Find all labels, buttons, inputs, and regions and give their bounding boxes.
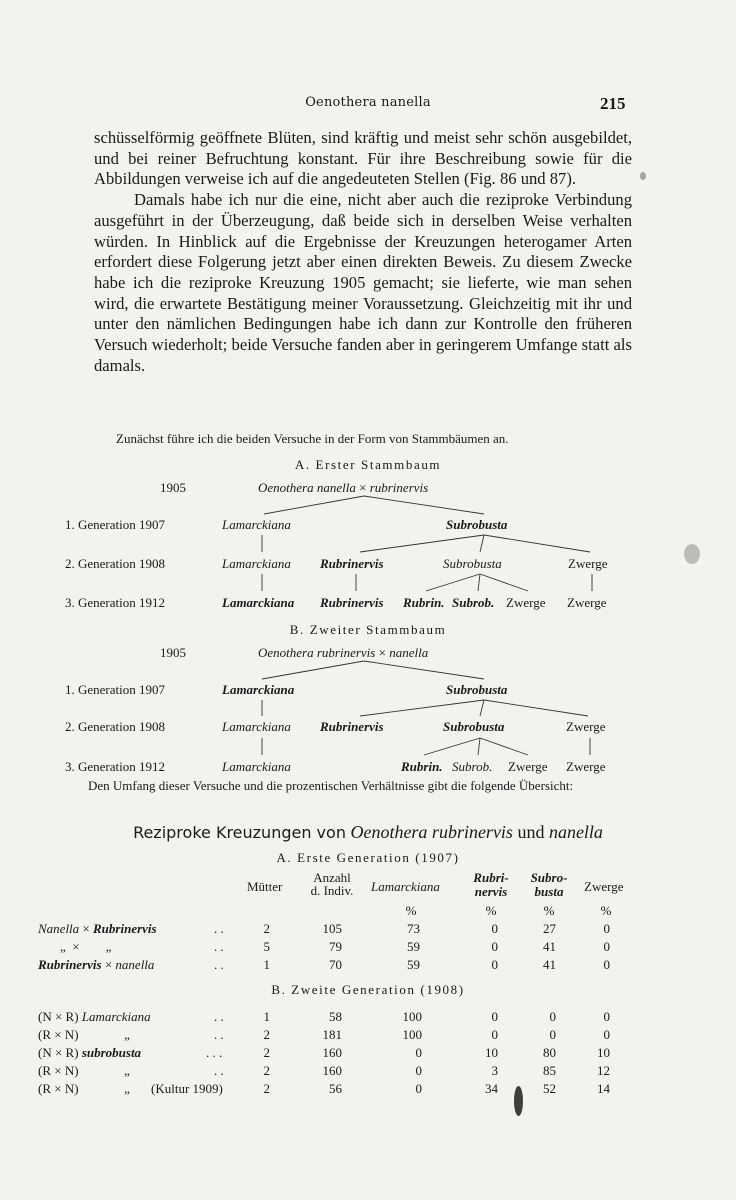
pedigree-b-g1-lamarckiana: Lamarckiana: [222, 682, 295, 697]
pedigree-b-title: B. Zweiter Stammbaum: [289, 622, 447, 637]
pedigree-b-g3-zwerge-1: Zwerge: [508, 759, 548, 774]
col-subrobusta: Subro- busta: [530, 870, 568, 899]
pedigree-b-g2-zwerge: Zwerge: [566, 719, 606, 734]
col-anzahl: Anzahl d. Indiv.: [310, 870, 354, 898]
pedigree-a-gen2-label: 2. Generation 1908: [65, 556, 166, 571]
col-muetter: Mütter: [247, 879, 283, 894]
pedigree-b-year: 1905: [160, 645, 186, 660]
pedigree-a-g3-zwerge-2: Zwerge: [567, 595, 607, 610]
pedigree-a-g3-rubrinervis: Rubrinervis: [320, 595, 384, 610]
paragraph-2: Damals habe ich nur die eine, nicht aber auch die reziproke Verbindung ausgeführt in der Überzeugung, daß beide sich in derselben Weise verhalten würden. In Hinblick auf die Ergebnisse der Kreuzungen heterogamer Arten erfordert diese Folgerung jetzt aber einen direkten Beweis. Zu diesem Zwecke habe ich die reziproke Kreuzung 1905 gemacht; sie lieferte, wie man sehen wird, die erwartete Bestätigung meiner Voraussetzung. Gleichzeitig mit ihr und unter den nämlichen Bedingungen habe ich dann zur Kontrolle den früheren Versuch wiederholt; beide Versuche fanden aber in geringerem Umfange statt als damals.: [94, 190, 632, 375]
pct-subrobusta: %: [543, 903, 555, 918]
book-page: Oenothera nanella 215 schüsselförmig geöffnete Blüten, sind kräftig und meist sehr schön ausgebildet, und bei reiner Befruchtung konstant. Für ihre Beschreibung sowie für die Abbildungen verweise ich auf die angedeuteten Stellen (Fig. 86 und 87). Damals habe ich nur die eine, nicht aber auch die reziproke Verbindung ausgeführt in der Überzeugung, daß beide sich in derselben Weise verhalten würden. In Hinblick auf die Ergebnisse der Kreuzungen heterogamer Arten erfordert diese Folgerung jetzt aber einen direkten Beweis. Zu diesem Zwecke habe ich die reziproke Kreuzung 1905 gemacht; sie lieferte, wie man sehen wird, die erwartete Bestätigung meiner Voraussetzung. Gleichzeitig mit ihr und unter den nämlichen Bedingungen habe ich dann zur Kontrolle den früheren Versuch wiederholt; beide Versuche fanden aber in geringerem Umfange statt als damals. Zunächst führe ich die beiden Versuche in der Form von Stammbäumen an. A. Erster Stammbaum 1905 Oenothera nanella × rubrinervis 1. Generation 1907 Lamarckiana Subrobusta 2. Generation 1908 Lamarckiana Rubrinervis Subrobusta Zwerge 3. Generation 1912 Lamarckiana Rubrinervis Rubrin. Subrob. Zwerge Zwerge B. Zweiter Stammbaum 1905 Oenothera rubrinervis × nanella 1. Generation 1907 Lamarckiana Subrobusta 2. Generation 1908 Lamarckiana Rubrinervis Subrobusta Zwerge 3. Generation 1912 Lamarckiana Rubrin. Subrob. Zwerge Zwerge Den Umfang dieser Versuche und die prozentischen Verhältnisse gibt die folgende Übersicht: Reziproke Kreuzungen von Oenothera rubrinervis und nanella A. Erste Generation (1907) Mütter Anzahl d. Indiv. Lamarckiana Rubri- nervis Subro- busta Zwerge % % % % Nanella × Rubrinervis . . 2 105 73 0 27 0 „ × „ . . 5 79 59 0 41 0 Rubrinervis × nanella . . 1 70 59 0 41 0 B. Zweite Generation (1908) (N × R) Lamarckiana . . 1 58 100 0 0 0 (R × N) „ . . 2 181 100 0 0 0 (N × R) subrobusta . . . 2 160 0 10 80 10 (R × N) „ . . 2 160 0 3 85 12 (R × N) „ (Kultur 1909) 2 56 0 34 52 14: [0, 0, 736, 1200]
pct-rubrinervis: %: [485, 903, 497, 918]
pedigree-b-cross: Oenothera rubrinervis × nanella: [258, 645, 429, 660]
pedigree-b-gen2-label: 2. Generation 1908: [65, 719, 166, 734]
pedigree-a-cross: Oenothera nanella × rubrinervis: [258, 480, 429, 495]
pedigree-a-g3-zwerge-1: Zwerge: [506, 595, 546, 610]
pedigree-b-g3-zwerge-2: Zwerge: [566, 759, 606, 774]
pedigree-a-g3-lamarckiana: Lamarckiana: [222, 595, 295, 610]
pedigree-a-g2-subrobusta: Subrobusta: [443, 556, 502, 571]
pedigree-b-g2-lamarckiana: Lamarckiana: [222, 719, 291, 734]
pedigree-a-g1-lamarckiana: Lamarckiana: [222, 517, 291, 532]
pedigree-a-gen1-label: 1. Generation 1907: [65, 517, 166, 532]
pct-zwerge: %: [600, 903, 612, 918]
pedigree-a-g2-zwerge: Zwerge: [568, 556, 608, 571]
ink-speck: [684, 544, 700, 564]
table-section-b: B. Zweite Generation (1908): [271, 982, 465, 997]
pedigree-b-g2-rubrinervis: Rubrinervis: [320, 719, 384, 734]
pedigree-a-g3-rubrin: Rubrin.: [403, 595, 445, 610]
paragraph-1: schüsselförmig geöffnete Blüten, sind kräftig und meist sehr schön ausgebildet, und bei reiner Befruchtung konstant. Für ihre Beschreibung sowie für die Abbildungen verweise ich auf die angedeuteten Stellen (Fig. 86 und 87).: [94, 128, 632, 189]
pedigree-a-g3-subrob: Subrob.: [452, 595, 495, 610]
col-zwerge: Zwerge: [584, 879, 624, 894]
ink-speck: [640, 172, 646, 180]
pedigree-b-g2-subrobusta: Subrobusta: [443, 719, 505, 734]
pct-lamarckiana: %: [405, 903, 417, 918]
intro-sentence: Zunächst führe ich die beiden Versuche in der Form von Stammbäumen an.: [116, 431, 509, 446]
pedigree-b-gen1-label: 1. Generation 1907: [65, 682, 166, 697]
pedigree-b-g3-subrob: Subrob.: [452, 759, 493, 774]
pedigree-b-g1-subrobusta: Subrobusta: [446, 682, 508, 697]
col-lamarckiana: Lamarckiana: [371, 879, 440, 894]
pedigree-a-title: A. Erster Stammbaum: [294, 457, 442, 472]
pedigree-b-gen3-label: 3. Generation 1912: [65, 759, 166, 774]
body-text: [94, 128, 632, 376]
table-section-a: A. Erste Generation (1907): [276, 850, 460, 865]
running-title: Oenothera nanella: [305, 95, 431, 110]
pedigree-a-g2-rubrinervis: Rubrinervis: [320, 556, 384, 571]
ink-speck: [514, 1086, 523, 1116]
page-number: 215: [600, 94, 626, 113]
pedigree-a-gen3-label: 3. Generation 1912: [65, 595, 166, 610]
col-rubrinervis: Rubri- nervis: [473, 870, 509, 899]
table-title: Reziproke Kreuzungen von Oenothera rubrinervis und nanella: [133, 822, 603, 842]
pedigree-b-g3-lamarckiana: Lamarckiana: [222, 759, 291, 774]
overview-sentence: Den Umfang dieser Versuche und die prozentischen Verhältnisse gibt die folgende Übersicht:: [88, 778, 574, 793]
pedigree-a-year: 1905: [160, 480, 186, 495]
pedigree-a-g2-lamarckiana: Lamarckiana: [222, 556, 291, 571]
pedigree-a-g1-subrobusta: Subrobusta: [446, 517, 508, 532]
pedigree-b-g3-rubrin: Rubrin.: [401, 759, 443, 774]
